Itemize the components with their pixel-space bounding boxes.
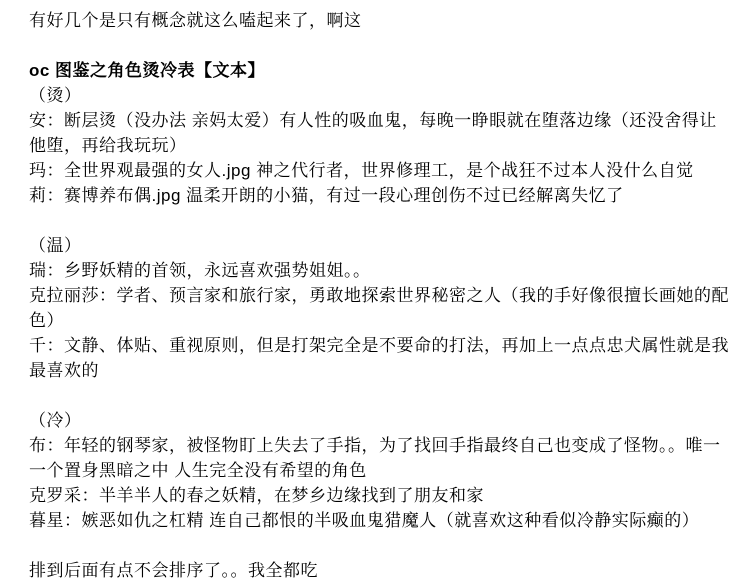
blank-line	[29, 208, 721, 233]
entry-bu-line-2: 一个置身黑暗之中 人生完全没有希望的角色	[29, 461, 367, 480]
list-title: oc 图鉴之角色烫冷表【文本】	[29, 61, 266, 80]
entry-qian-line-2: 最喜欢的	[29, 361, 99, 380]
entry-rui: 瑞：乡野妖精的首领，永远喜欢强势姐姐。。	[29, 261, 371, 280]
entry-keluocai: 克罗采：半羊半人的春之妖精，在梦乡边缘找到了朋友和家	[29, 486, 484, 505]
blank-line	[29, 383, 721, 408]
section-label-cold: （冷）	[29, 411, 82, 430]
blank-line	[29, 533, 721, 558]
entry-bu-line-1: 布：年轻的钢琴家，被怪物盯上失去了手指，为了找回手指最终自己也变成了怪物。。唯一	[29, 436, 721, 455]
entry-clarissa-line-2: 色）	[29, 311, 64, 330]
entry-muxing: 暮星：嫉恶如仇之杠精 连自己都恨的半吸血鬼猎魔人（就喜欢这种看似冷静实际癫的）	[29, 511, 700, 530]
entry-clarissa-line-1: 克拉丽莎：学者、预言家和旅行家，勇敢地探索世界秘密之人（我的手好像很擅长画她的配	[29, 286, 729, 305]
blank-line	[29, 33, 721, 58]
section-label-hot: （烫）	[29, 86, 82, 105]
entry-ma: 玛：全世界观最强的女人.jpg 神之代行者，世界修理工，是个战狂不过本人没什么自觉	[29, 161, 694, 180]
entry-qian-line-1: 千：文静、体贴、重视原则，但是打架完全是不要命的打法，再加上一点点忠犬属性就是我	[29, 336, 729, 355]
closing-comment-line: 排到后面有点不会排序了。。我全都吃	[29, 561, 318, 580]
entry-li: 莉：赛博养布偶.jpg 温柔开朗的小猫，有过一段心理创伤不过已经解离失忆了	[29, 186, 624, 205]
section-label-warm: （温）	[29, 236, 82, 255]
intro-comment-line: 有好几个是只有概念就这么嗑起来了，啊这	[29, 11, 362, 30]
entry-an-line-2: 他堕，再给我玩玩）	[29, 136, 187, 155]
entry-an-line-1: 安：断层烫（没办法 亲妈太爱）有人性的吸血鬼，每晚一睁眼就在堕落边缘（还没舍得让	[29, 111, 717, 130]
